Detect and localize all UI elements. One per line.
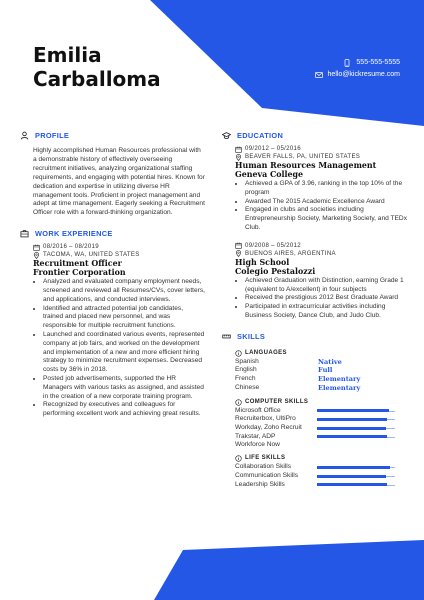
list-item: • Identified and attracted potential job candidates, trained and placed new personnel, and was responsible for multiple recruitment functions. [43,305,205,331]
skill-row: Trakstar, ADP [235,433,407,442]
graduation-cap-icon [222,131,231,140]
skill-row: Leadership Skills [235,481,407,490]
work-location: TACOMA, WA, UNITED STATES [33,251,205,259]
life-skills-heading: LIFE SKILLS [235,454,407,463]
phone-icon [343,59,351,67]
life-skills-group [235,454,407,489]
work-entry [33,243,205,419]
work-heading: WORK EXPERIENCE [20,227,205,239]
language-row: Chinese Elementary [235,383,361,392]
skill-row: Microsoft Office [235,407,407,416]
list-item: • Launched and coordinated various events, represented company at job fairs, and worked on the development and implementation of a new and more efficient hiring strategy to minimize recruitment expenses. Decreased costs by 36% in 2018. [43,331,205,375]
list-item: • Participated in extracurricular activities including Business Society, Dance Club, and Judo Club. [245,303,407,321]
skill-row: Communication Skills [235,472,407,481]
list-item: • Engaged in clubs and societies including Entrepreneurship Society, Marketing Society, and TEDx Club. [245,206,407,232]
email-row [315,69,400,81]
skill-row: Collaboration Skills [235,463,407,472]
list-item: • Achieved Graduation with Distinction, earning Grade 1 (equivalent to A/excellent) in four subjects [245,277,407,295]
list-item: • Analyzed and evaluated company employment needs, screened and reviewed all Resumes/CVs, cover letters, and applications, and conducted interviews. [43,278,205,304]
degree-title: High School [235,257,290,267]
info-circle-icon [235,350,242,357]
edu-location: BEAVER FALLS, PA, UNITED STATES [235,153,407,161]
skill-bar [317,481,395,490]
job-title: Recruitment Officer [33,259,122,269]
languages-heading: LANGUAGES [235,349,407,358]
calendar-icon [235,242,242,249]
location-pin-icon [33,252,40,259]
work-bullets [33,278,205,419]
list-item: • Posted job advertisements, supported the HR Managers with various tasks as assigned, and assisted in the creation of a new corporate training program. [43,375,205,401]
skill-bar [317,433,395,442]
skill-bar [317,424,395,433]
skill-row: Workforce Now [235,441,280,449]
calendar-icon [33,244,40,251]
education-heading: EDUCATION [222,129,407,141]
phone-row [315,57,400,69]
skill-bar [317,472,395,481]
employer: Frontier Corporation [33,268,126,278]
edu-bullets [235,277,407,321]
skills-heading: SKILLS [222,331,407,343]
skill-row: Workday, Zoho Recruit [235,424,407,433]
briefcase-icon [20,229,29,238]
first-name: Emilia [33,43,102,67]
computer-skills-heading: COMPUTER SKILLS [235,398,407,407]
candidate-name [33,43,161,91]
language-row: English Full [235,366,333,375]
email-text[interactable]: hello@kickresume.com [327,71,400,78]
profile-text: Highly accomplished Human Resources professional with a demonstrable history of effectively overseeing recruitment initiatives, analyzing organizational staffing requirements, and engaging with potential hires. Known for dedication and expertise in utilizing diverse HR management tools. Proficient in project management and adept at time management. Eagerly seeking a Recruitment Officer role with a forward-thinking organization. [33,147,205,217]
info-circle-icon [235,455,242,462]
list-item: • Received the prestigious 2012 Best Graduate Award [245,294,407,303]
skill-row: Recruiterbox, UltiPro [235,415,407,424]
calendar-icon [235,146,242,153]
skill-bar [317,463,395,472]
profile-heading: PROFILE [20,129,205,141]
location-pin-icon [235,154,242,161]
education-entry-1 [235,145,407,233]
ruler-icon [222,332,231,341]
school-name: Colegio Pestalozzi [235,266,316,276]
edu-bullets [235,180,407,233]
computer-skills-group [235,398,407,451]
degree-title: Human Resources Management [235,161,377,170]
skill-bar [317,415,395,424]
edu-dates: 09/2008 – 05/2012 [235,242,407,250]
list-item: • Achieved a GPA of 3.96, ranking in the top 10% of the program [245,180,407,198]
footer-blue-shape [0,540,424,600]
work-dates: 08/2016 – 08/2019 [33,243,205,251]
languages-group [235,349,407,393]
left-column [20,129,205,419]
contact-info [315,57,400,81]
list-item: • Awarded The 2015 Academic Excellence Award [245,198,407,207]
edu-dates: 09/2012 – 05/2016 [235,145,407,153]
language-row: Spanish Native [235,357,342,366]
last-name: Carballoma [33,67,161,91]
school-name: Geneva College [235,170,304,179]
info-circle-icon [235,399,242,406]
language-row: French Elementary [235,375,361,384]
skill-bar [317,407,395,416]
right-column [222,129,407,489]
edu-location: BUENOS AIRES, ARGENTINA [235,250,407,258]
education-entry-2 [235,242,407,321]
location-pin-icon [235,250,242,257]
mail-icon [315,71,323,79]
person-icon [20,131,29,140]
list-item: • Recognized by executives and colleagues for performing excellent work and achieving great results. [43,401,205,419]
phone-text[interactable]: 555-555-5555 [356,59,400,66]
